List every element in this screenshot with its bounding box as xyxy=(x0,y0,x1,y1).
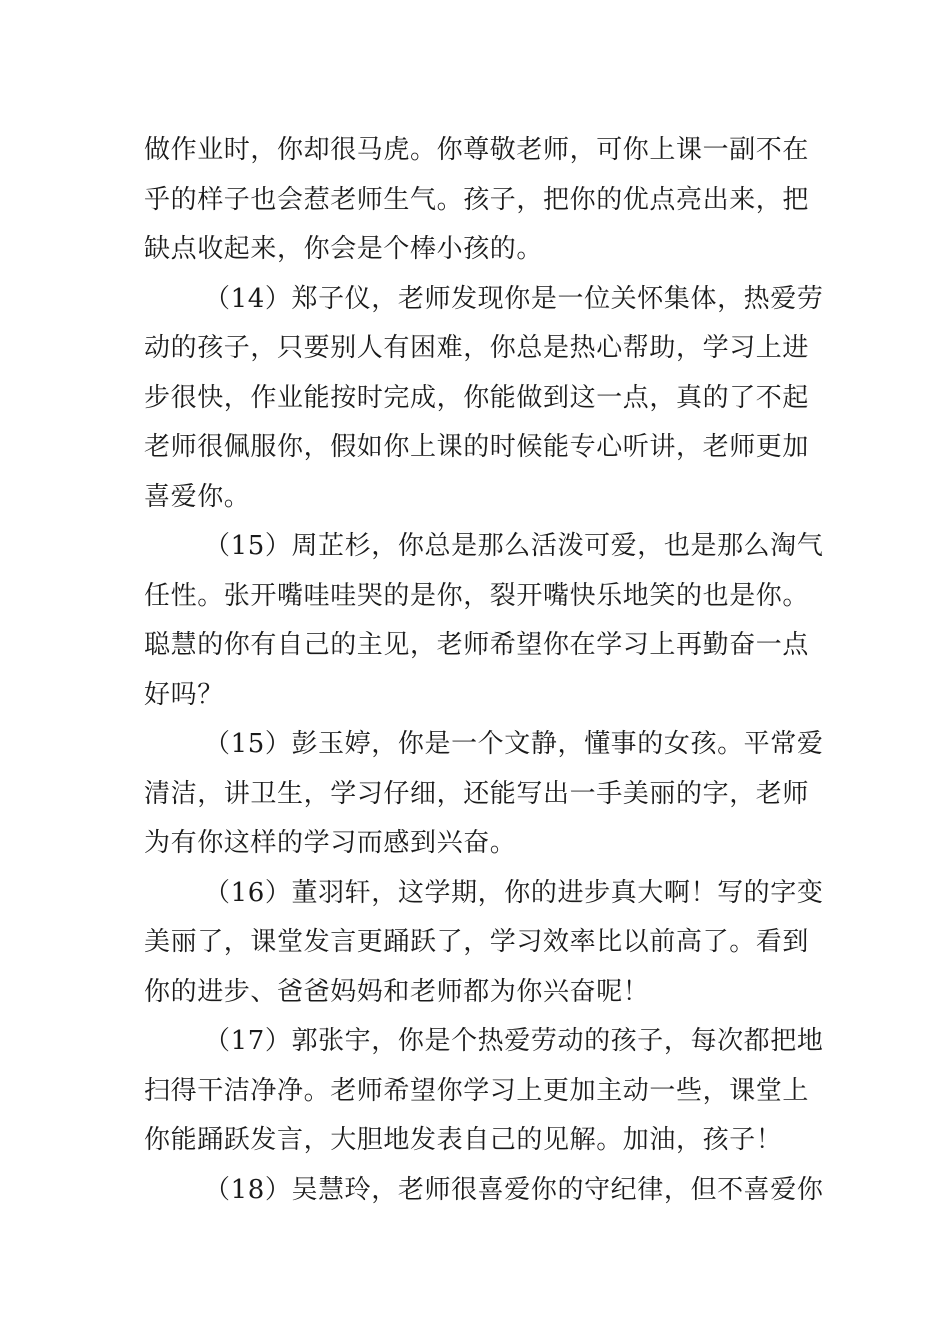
paragraph-continuation xyxy=(144,126,808,275)
text-line: 步很快，作业能按时完成，你能做到这一点，真的了不起 xyxy=(144,382,810,413)
paragraph-15b xyxy=(144,720,824,869)
text-line: 任性。张开嘴哇哇哭的是你，裂开嘴快乐地笑的也是你。 xyxy=(144,580,810,611)
document-body xyxy=(144,126,824,1215)
text-line: （17）郭张宇，你是个热爱劳动的孩子，每次都把地 xyxy=(204,1026,824,1056)
text-line: 老师很佩服你，假如你上课的时候能专心听讲，老师更加 xyxy=(144,432,810,462)
text-line: 为有你这样的学习而感到兴奋。 xyxy=(144,828,517,858)
text-line: 动的孩子，只要别人有困难，你总是热心帮助，学习上进 xyxy=(144,333,810,363)
paragraph-17 xyxy=(144,1017,824,1166)
paragraph-18 xyxy=(144,1166,824,1216)
text-line: （14）郑子仪，老师发现你是一位关怀集体，热爱劳 xyxy=(204,283,824,314)
paragraph-14 xyxy=(144,275,824,523)
text-line: 扫得干洁净净。老师希望你学习上更加主动一些，课堂上 xyxy=(144,1075,810,1106)
text-line: 你的进步、爸爸妈妈和老师都为你兴奋呢！ xyxy=(144,976,650,1007)
text-line: 美丽了，课堂发言更踊跃了，学习效率比以前高了。看到 xyxy=(144,927,810,957)
text-line: 喜爱你。 xyxy=(144,481,251,512)
text-line: 缺点收起来，你会是个棒小孩的。 xyxy=(144,234,544,264)
text-line: 好吗？ xyxy=(144,679,224,710)
text-line: （15）彭玉婷，你是一个文静，懂事的女孩。平常爱 xyxy=(204,729,824,759)
text-line: （16）董羽轩，这学期，你的进步真大啊！写的字变 xyxy=(204,877,824,908)
text-line: 聪慧的你有自己的主见，老师希望你在学习上再勤奋一点 xyxy=(144,630,810,660)
text-line: 乎的样子也会惹老师生气。孩子，把你的优点亮出来，把 xyxy=(144,184,810,215)
text-line: （18）吴慧玲，老师很喜爱你的守纪律，但不喜爱你 xyxy=(204,1174,824,1205)
paragraph-16 xyxy=(144,869,824,1018)
text-line: （15）周芷杉，你总是那么活泼可爱，也是那么淘气 xyxy=(204,531,824,561)
paragraph-15a xyxy=(144,522,824,720)
text-line: 你能踊跃发言，大胆地发表自己的见解。加油，孩子！ xyxy=(144,1125,783,1155)
text-line: 做作业时，你却很马虎。你尊敬老师，可你上课一副不在 xyxy=(144,135,810,165)
text-line: 清洁，讲卫生，学习仔细，还能写出一手美丽的字，老师 xyxy=(144,778,810,809)
